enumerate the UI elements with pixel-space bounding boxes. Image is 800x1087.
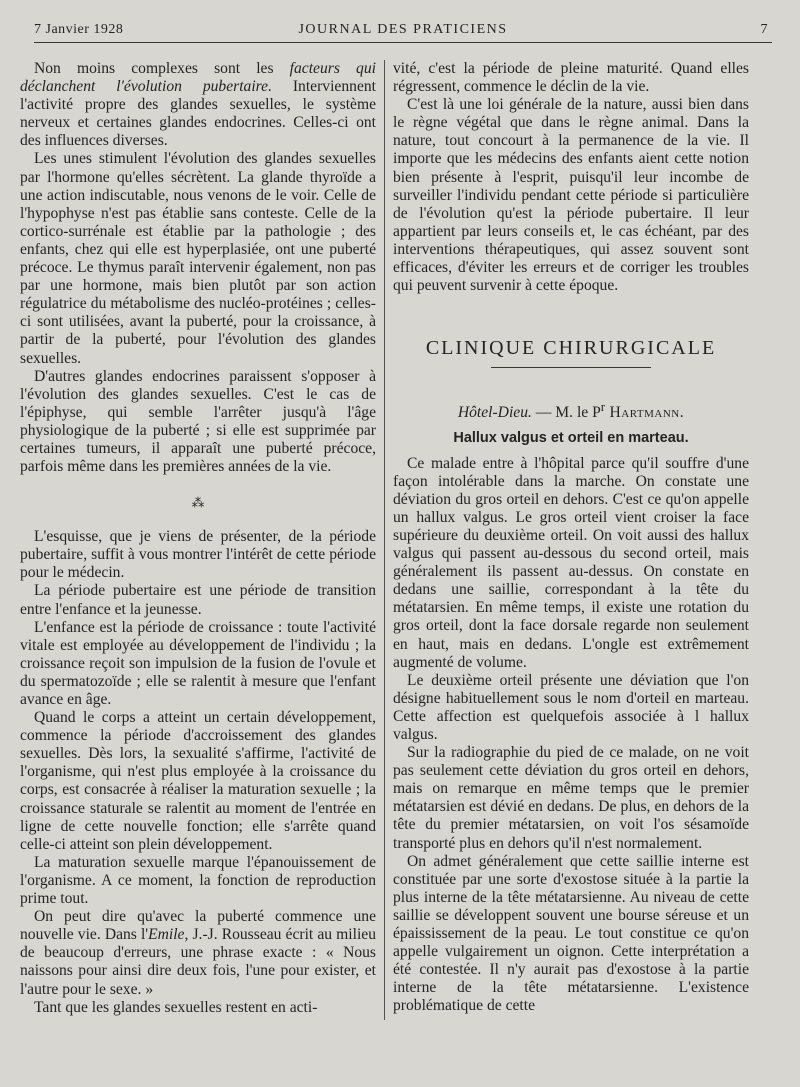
- paragraph: La période pubertaire est une période de transition entre l'enfance et la jeunesse.: [20, 582, 376, 618]
- paragraph: On admet généralement que cette saillie interne est constituée par une sorte d'exostose située à la partie la plus interne de la tête métatarsienne. Au niveau de cette saillie se développent souvent une bourse séreuse et un épaississement de la peau. Le tout constitue ce qu'on appelle vulgairement un oignon. Cette interprétation a été contestée. Il n'y aurait pas d'exostose à la partie interne de la tête métatarsienne. L'existence problématique de cette: [393, 852, 749, 1015]
- running-header: [34, 20, 772, 43]
- title-underline: [491, 367, 651, 368]
- column-divider: [384, 60, 385, 1020]
- header-journal-title: JOURNAL DES PRATICIENS: [298, 22, 508, 37]
- paragraph: Non moins complexes sont les facteurs qui déclanchent l'évolution pubertaire. Interviennent l'activité propre des glandes sexuelles, le système nerveux et certaines glandes endocrines. Celles-ci ont des influences diverses.: [20, 60, 376, 150]
- right-column: [393, 60, 749, 1016]
- article-byline: Hôtel-Dieu. — M. le $P^r$ Hartmann.: [457, 399, 685, 422]
- paragraph: D'autres glandes endocrines paraissent s'opposer à l'évolution des glandes sexuelles. C'est le cas de l'épiphyse, qui semble l'arrêter jusqu'à l'âge physiologique de la puberté ; si elle est supprimée par certaines tumeurs, il apparaît une puberté précoce, parfois même dans les premières années de la vie.: [20, 367, 376, 476]
- article-subtitle: Hallux valgus et orteil en marteau.: [453, 429, 689, 446]
- paragraph: Quand le corps a atteint un certain développement, commence la période d'accroissement des glandes sexuelles. Dès lors, la sexualité s'affirme, l'activité de l'organisme, qui n'est plus employée à la croissance du corps, est consacrée à réaliser la maturation sexuelle ; la croissance staturale se ralentit au moment de l'entrée en ligne de cette nouvelle fonction; elle s'arrête quand celle-ci atteint son plein développement.: [20, 709, 376, 853]
- paragraph: Tant que les glandes sexuelles restent en acti-: [34, 998, 318, 1016]
- paragraph: Sur la radiographie du pied de ce malade, on ne voit pas seulement cette déviation du gros orteil en dehors, mais on remarque en même temps que le premier métatarsien est dévié en dedans. De plus, en dehors de la tête du premier métatarsien, on voit l'os sésamoïde transporté plus en dehors qu'il n'est normalement.: [393, 744, 749, 852]
- paragraph: C'est là une loi générale de la nature, aussi bien dans le règne végétal que dans le règne animal. Dans la nature, tout concourt à la permanence de la vie. Il importe que les médecins des enfants aient cette notion bien présente à l'esprit, puisqu'il leur incombe de surveiller l'individu pendant cette période si particulière de l'évolution qu'est la période pubertaire. Il leur appartient par leurs conseils et, le cas échéant, par des interventions thérapeutiques, qui assez souvent sont efficaces, d'éviter les erreurs et de corriger les troubles qui peuvent survenir à cette époque.: [393, 96, 749, 295]
- paragraph: Ce malade entre à l'hôpital parce qu'il souffre d'une façon intolérable dans la marche. On constate une déviation du gros orteil en dehors. C'est ce qu'on appelle un hallux valgus. Le gros orteil vient croiser la face supérieure du deuxième orteil. On voit aussi des hallux valgus qui passent au-dessous du second orteil, mais généralement ils passent au-dessus. On constate en dedans une saillie, correspondant à la tête du métatarsien. En même temps, il existe une rotation du gros orteil, dont la face dorsale regarde non seulement en haut, mais en dedans. L'ongle est extrêmement augmenté de volume.: [393, 454, 749, 671]
- paragraph: vité, c'est la période de pleine maturité. Quand elles régressent, commence le déclin de la vie.: [393, 60, 749, 96]
- paragraph: La maturation sexuelle marque l'épanouissement de l'organisme. A ce moment, la fonction de reproduction prime tout.: [20, 853, 376, 908]
- header-page-number: 7: [760, 22, 768, 37]
- section-title: CLINIQUE CHIRURGICALE: [425, 337, 717, 360]
- left-column: [20, 60, 376, 1017]
- section-separator-stars: ⁂: [191, 495, 205, 511]
- header-date: 7 Janvier 1928: [34, 22, 124, 37]
- paragraph: Le deuxième orteil présente une déviation que l'on désigne habituellement sous le nom d'orteil en marteau. Cette affection est quelquefois associée à l hallux valgus.: [393, 671, 749, 743]
- paragraph: L'esquisse, que je viens de présenter, de la période pubertaire, suffit à vous montrer l'intérêt de cette période pour le médecin.: [20, 528, 376, 582]
- paragraph: Les unes stimulent l'évolution des glandes sexuelles par l'hormone qu'elles sécrètent. La glande thyroïde a une action indiscutable, nous venons de le voir. Celle de l'hypophyse n'est pas établie sans conteste. Celle de la cortico-surrénale est établie par la pathologie ; des enfants, chez qui elle est hyperplasiée, ont une puberté précoce. Le thymus paraît intervenir également, non pas par une hormone, mais bien plutôt par son action régulatrice du métabolisme des nucléo-protéines ; celles-ci sont utilisées, avant la puberté, pour la croissance, à partir de la puberté, pour l'évolution des glandes sexuelles.: [20, 150, 376, 367]
- paragraph: L'enfance est la période de croissance : toute l'activité vitale est employée au développement de l'individu ; la croissance reçoit son impulsion de la fusion de l'ovule et du spermatozoïde ; elle se ralentit à mesure que l'enfant avance en âge.: [20, 618, 376, 708]
- paragraph: On peut dire qu'avec la puberté commence une nouvelle vie. Dans l'Emile, J.-J. Rousseau écrit au milieu de beaucoup d'erreurs, une phrase exacte : « Nous naissons pour ainsi dire deux fois, l'une pour exister, et l'autre pour le sexe. »: [20, 908, 376, 998]
